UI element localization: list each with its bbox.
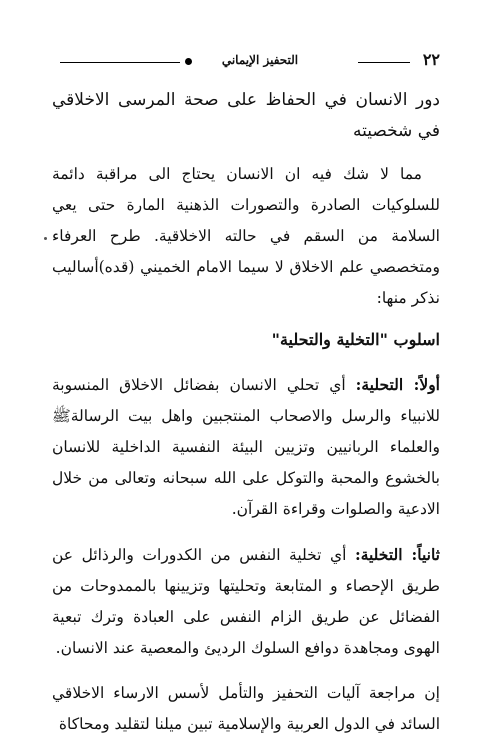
page-header xyxy=(60,50,440,74)
section-title: دور الانسان في الحفاظ على صحة المرسى الاخلاقي في شخصيته xyxy=(52,90,440,141)
second-point-text: أي تخلية النفس من الكدورات والرذائل عن طريق الإحصاء و المتابعة وتحليتها وتزيينها بالممدوحات من الفضائل عن طريق الزام النفس على العبادة وترك تبعية الهوى ومجاهدة دوافع السلوك الرديئ والمعصية عند الانسان. xyxy=(52,546,440,657)
first-point-text: أي تحلي الانسان بفضائل الاخلاق المنسوبة للانبياء والرسل والاصحاب المنتجبين واهل بيت الرسالةﷺ والعلماء الربانيين وتزيين البيئة النفسية الداخلية للانسان بالخشوع والمحبة والتوكل على الله سبحانه وتعالى من خلال الادعية والصلوات وقراءة القرآن. xyxy=(52,376,440,518)
margin-dot xyxy=(44,237,47,240)
closing-paragraph: إن مراجعة آليات التحفيز والتأمل لأسس الارساء الاخلاقي السائد في الدول العربية والإسلامية تبين ميلنا لتقليد ومحاكاة xyxy=(52,684,440,733)
second-point-paragraph xyxy=(52,539,440,664)
header-rule-left xyxy=(60,62,180,63)
first-point-paragraph xyxy=(52,369,440,525)
header-rule-right xyxy=(358,62,410,63)
method-heading: اسلوب "التخلية والتحلية" xyxy=(271,330,440,349)
page-body xyxy=(52,85,440,740)
page-number: ٢٢ xyxy=(422,50,440,69)
running-title: التحفيز الإيماني xyxy=(221,53,299,67)
intro-paragraph: مما لا شك فيه ان الانسان يحتاج الى مراقبة دائمة للسلوكيات الصادرة والتصورات الذهنية المارة حتى يعي السلامة من السقم في حالته الاخلاقية. طرح العرفاء ومتخصصي علم الاخلاق لا سيما الامام الخميني (قده)أساليب نذكر منها: xyxy=(52,165,440,307)
header-dot-ornament xyxy=(185,58,192,65)
second-point-label: ثانياً: التخلية: xyxy=(354,545,440,564)
first-point-label: أولاً: التحلية: xyxy=(355,375,440,394)
